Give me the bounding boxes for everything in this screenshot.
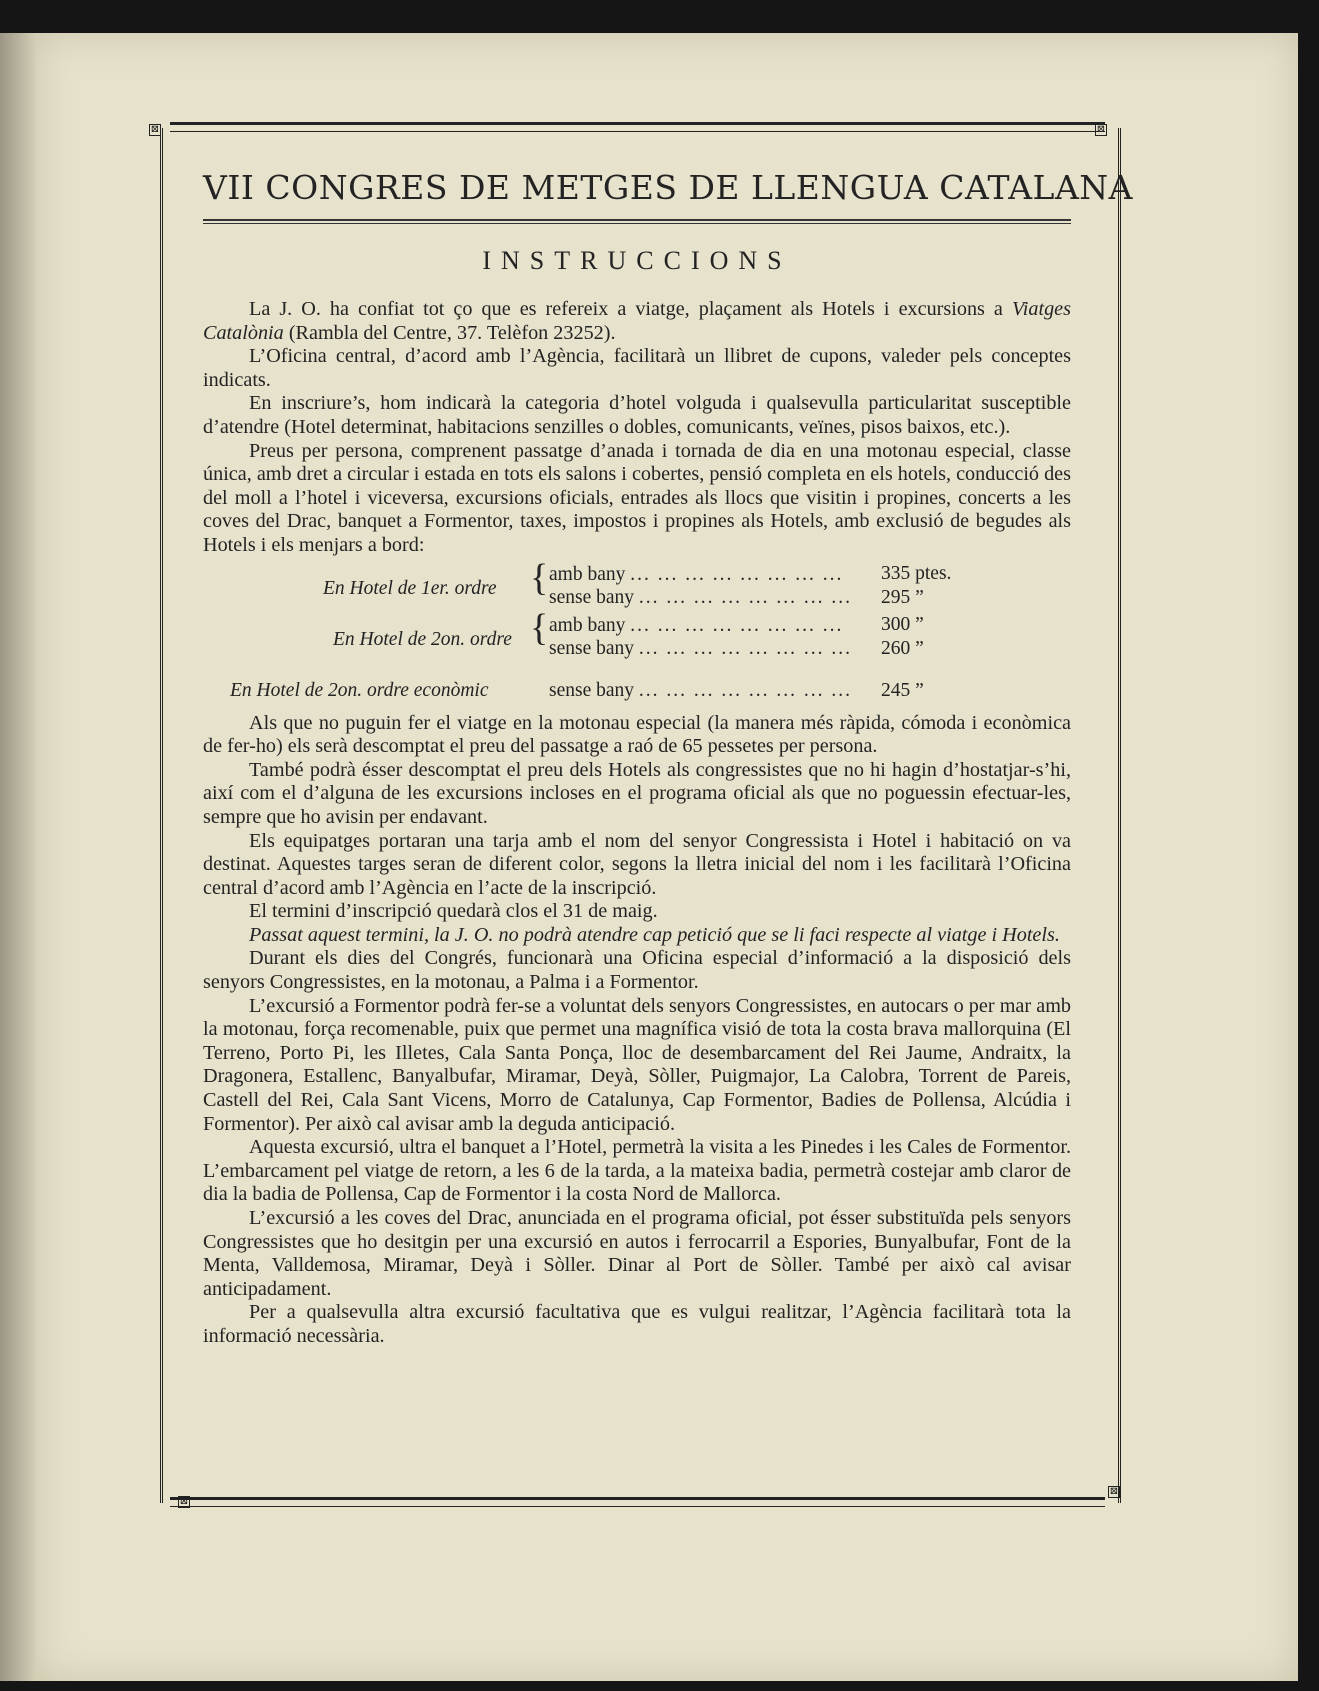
price-economic-row [203, 680, 1071, 706]
price-first-without-bath-row [549, 587, 852, 609]
paragraph-other-excursions: Per a qualsevulla altra excursió facultativa que es vulgui realitzar, l’Agència facilitarà tota la informació necessària. [203, 1301, 1071, 1347]
price-label-economic: En Hotel de 2on. ordre econòmic [230, 679, 489, 701]
intro-text-start: La J. O. ha confiat tot ço que es refereix a viatge, plaçament als Hotels i excursions a [249, 298, 1012, 320]
dot-leader: ... ... ... ... ... ... ... ... [638, 586, 853, 608]
bottom-border-rule [170, 1497, 1105, 1507]
paragraph-drac-caves: L’excursió a les coves del Drac, anunciada en el programa oficial, pot ésser substituïda pels senyors Congressistes que ho desitgin per una excursió en autos i ferrocarril a Espories, Bunyalbufar, Font de la Menta, Valldemosa, Miramar, Deyà i Sòller. Dinar al Port de Sòller. També per això cal avisar anticipadament. [203, 1207, 1071, 1300]
price-second-with-bath: 300 ” [881, 613, 924, 635]
price-first-with-bath-row [549, 564, 843, 586]
price-first-with-bath: 335 ptes. [881, 562, 952, 584]
price-economic-without-bath-row [549, 680, 852, 702]
label-without-bath: sense bany [549, 586, 635, 608]
price-economic-without-bath: 245 ” [881, 679, 924, 701]
paragraph-deadline: El termini d’inscripció quedarà clos el 31 de maig. [249, 900, 658, 923]
paragraph-information-office: Durant els dies del Congrés, funcionarà una Oficina especial d’informació a la disposició dels senyors Congressistes, en la motonau, a Palma i a Formentor. [203, 947, 1071, 994]
dot-leader: ... ... ... ... ... ... ... ... [638, 637, 853, 659]
intro-text-end: (Rambla del Centre, 37. Telèfon 23252). [283, 321, 616, 344]
price-second-with-bath-row [549, 615, 843, 637]
paragraph-inscription: En inscriure’s, hom indicarà la categoria d’hotel volguda i qualsevulla particularitat susceptible d’atendre (Hotel determinat, habitacions senzilles o dobles, comunicants, veïnes, pisos baixos, etc.). [203, 392, 1071, 438]
paragraph-discount-ship: Als que no puguin fer el viatge en la motonau especial (la manera més ràpida, cómoda i econòmica de fer-ho) els serà descomptat el preu del passatge a raó de 65 pessetes per persona. [203, 711, 1071, 758]
price-table [203, 556, 1071, 676]
paragraph-discount-hotels: També podrà ésser descomptat el preu dels Hotels als congressistes que no hi hagin d’hostatjar-s’hi, així com el d’alguna de les excursions incloses en el programa oficial als que no poguessin efectuar-les, sempre que ho avisin per endavant. [203, 758, 1071, 828]
paragraph-formentor-excursion: L’excursió a Formentor podrà fer-se a voluntat dels senyors Congressistes, en autocars o per mar amb la motonau, força recomenable, puix que permet una magnífica visió de tota la costa brava mallorquina (El Terreno, Porto Pi, les Illetes, Cala Santa Ponça, lloc de desembarcament del Rei Jaume, Andraitx, la Dragonera, Estallenc, Banyalbufar, Miramar, Deyà, Sòller, Puigmajor, La Calobra, Torrent de Pareis, Castell del Rei, Cala Sant Vicens, Morro de Catalunya, Cap Formentor, Badies de Pollensa, Alcúdia i Formentor). Per això cal avisar amb la deguda anticipació. [203, 994, 1071, 1135]
document-content [203, 160, 1134, 1349]
paragraph-cupons: L’Oficina central, d’acord amb l’Agència, facilitarà un llibret de cupons, valeder pels conceptes indicats. [203, 345, 1071, 391]
brace-second-class: { [530, 606, 549, 649]
paragraph-prices-intro: Preus per persona, comprenent passatge d’anada i tornada de dia en una motonau especial, classe única, amb dret a circular i estada en tots els salons i cobertes, pensió completa en els hotels, conducció des del moll a l’hotel i viceversa, excursions oficials, entrades als llocs que visitin i propines, concerts a les coves del Drac, banquet a Formentor, taxes, impostos i propines als Hotels, amb exclusió de begudes als Hotels i els menjars a bord: [203, 439, 1071, 556]
label-with-bath: amb bany [549, 614, 626, 636]
top-border-rule [170, 122, 1105, 132]
price-first-without-bath: 295 ” [881, 586, 924, 608]
dot-leader: ... ... ... ... ... ... ... ... [630, 614, 844, 636]
paragraph-formentor-return: Aquesta excursió, ultra el banquet a l’Hotel, permetrà la visita a les Pinedes i les Cales de Formentor. L’embarcament pel viatge de retorn, a les 6 de la tarda, a la mateixa badia, permetrà costejar amb claror de dia la badia de Pollensa, Cap de Formentor i la costa Nord de Mallorca. [203, 1136, 1071, 1206]
brace-first-class: { [530, 556, 549, 599]
corner-ornament-top-left: ⊠ [150, 124, 160, 135]
agency-name: Viatges Catalònia [203, 298, 1071, 344]
book-spine [0, 33, 36, 1681]
label-with-bath: amb bany [549, 563, 626, 585]
paragraph-deadline-notice: Passat aquest termini, la J. O. no podrà atendre cap petició que se li faci respecte al viatge i Hotels. [249, 923, 1060, 946]
main-title: VII CONGRES DE METGES DE LLENGUA CATALANA [203, 168, 1134, 207]
label-without-bath: sense bany [549, 679, 635, 701]
price-label-second-class: En Hotel de 2on. ordre [333, 628, 512, 650]
corner-ornament-bottom-left: ⊠ [179, 1496, 189, 1507]
dot-leader: ... ... ... ... ... ... ... ... [630, 563, 844, 585]
corner-ornament-top-right: ⊠ [1096, 124, 1106, 135]
subtitle-instructions: INSTRUCCIONS [482, 246, 792, 275]
paragraph-luggage: Els equipatges portaran una tarja amb el nom del senyor Congressista i Hotel i habitació on va destinat. Aquestes targes seran de diferent color, segons la lletra inicial del nom i les facilitarà l’Oficina central d’acord amb l’Agència en l’acte de la inscripció. [203, 829, 1071, 899]
label-without-bath: sense bany [549, 637, 635, 659]
corner-ornament-bottom-right: ⊠ [1109, 1486, 1119, 1497]
price-label-first-class: En Hotel de 1er. ordre [323, 577, 497, 599]
intro-paragraph [203, 298, 1071, 345]
price-second-without-bath-row [549, 638, 852, 660]
dot-leader: ... ... ... ... ... ... ... ... [638, 679, 853, 701]
price-second-without-bath: 260 ” [881, 637, 924, 659]
title-rule [203, 219, 1071, 224]
